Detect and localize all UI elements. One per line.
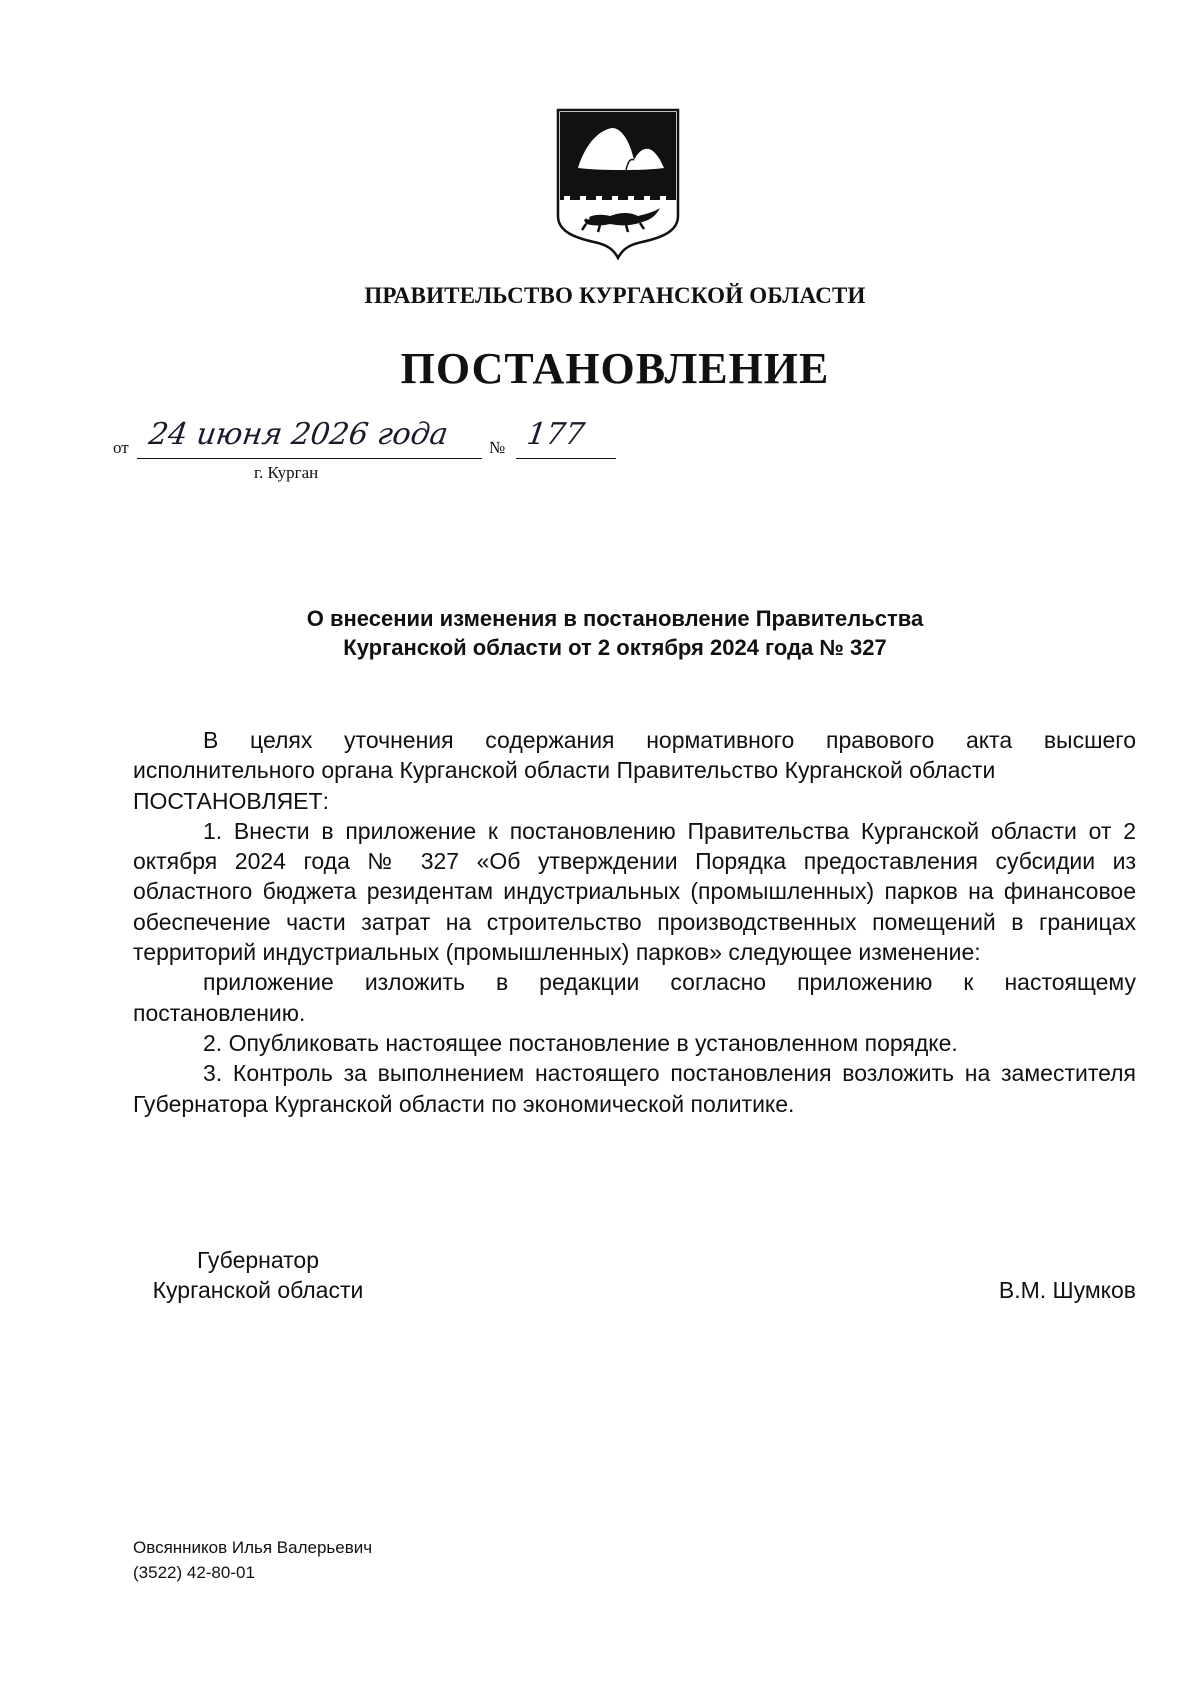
executor-phone: (3522) 42-80-01	[133, 1563, 255, 1582]
signatory-name: В.М. Шумков	[998, 1277, 1136, 1303]
item-3-paragraph: 3. Контроль за выполнением настоящего постановления возложить на заместителя Губернатора Курганской области по экономической политике.	[133, 1060, 1136, 1117]
city-label: г. Курган	[254, 463, 319, 482]
item-1-paragraph: 1. Внести в приложение к постановлению Правительства Курганской области от 2 октября 2024 года № 327 «Об утверждении Порядка предоставления субсидии из областного бюджета резидентам индустриальных (промышленных) парков на финансовое обеспечение части затрат на строительство производственных помещений в границах территорий индустриальных (промышленных) парков» следующее изменение:	[133, 817, 1136, 966]
preamble-paragraph: В целях уточнения содержания нормативного правового акта высшего исполнительного органа Курганской области Правительство Курганской области	[133, 727, 1136, 784]
resolves-paragraph: ПОСТАНОВЛЯЕТ:	[133, 787, 329, 814]
position-line-2: Курганской области	[152, 1277, 364, 1303]
item-1-sub-paragraph: приложение изложить в редакции согласно приложению к настоящему постановлению.	[133, 969, 1136, 1026]
date-prefix: от	[113, 438, 129, 457]
kurgan-oblast-coat-of-arms-icon	[556, 108, 680, 260]
handwritten-date: 24 июня 2026 года	[146, 417, 451, 452]
signatory-position	[133, 1245, 383, 1305]
document-body	[133, 725, 1136, 1119]
government-name: ПРАВИТЕЛЬСТВО КУРГАНСКОЙ ОБЛАСТИ	[364, 283, 866, 308]
date-underline	[137, 458, 482, 459]
document-type-title: ПОСТАНОВЛЕНИЕ	[400, 344, 830, 393]
executor-block	[133, 1535, 372, 1585]
signature-block	[133, 1245, 1136, 1315]
subject-line-2: Курганской области от 2 октября 2024 года № 327	[343, 635, 887, 660]
subject-line-1: О внесении изменения в постановление Правительства	[306, 606, 924, 631]
executor-name: Овсянников Илья Валерьевич	[133, 1538, 373, 1557]
number-underline	[516, 458, 616, 459]
position-line-1: Губернатор	[196, 1247, 320, 1273]
document-subject	[0, 604, 1200, 662]
number-prefix: №	[489, 438, 506, 457]
item-2-paragraph: 2. Опубликовать настоящее постановление в установленном порядке.	[203, 1029, 958, 1056]
registration-line	[113, 417, 633, 490]
handwritten-number: 177	[524, 417, 587, 452]
